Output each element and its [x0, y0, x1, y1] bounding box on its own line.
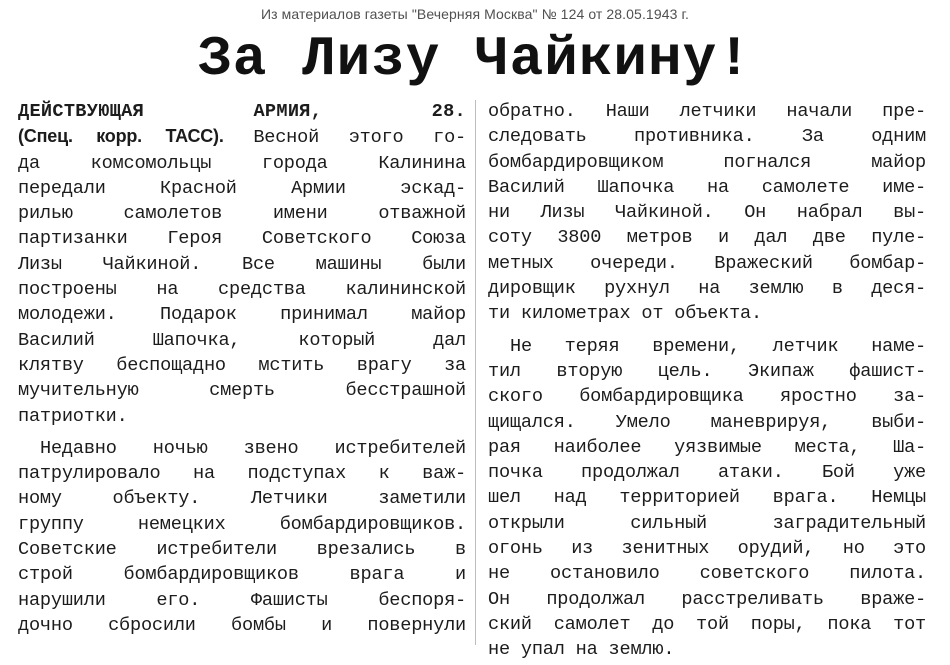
text-line: дочно сбросили бомбы и повернули [18, 614, 466, 636]
text-line: группу немецких бомбардировщиков. [18, 513, 466, 535]
text-line [18, 124, 466, 150]
text-line: ского бомбардировщика яростно за- [488, 386, 926, 408]
paragraph [488, 334, 926, 663]
text-line: клятву беспощадно мстить врагу за [18, 354, 466, 376]
text-line: следовать противника. За одним [488, 126, 926, 148]
text-line: шел над территорией врага. Немцы [488, 487, 926, 509]
text-line: нарушили его. Фашисты беспоря- [18, 589, 466, 611]
text-line: партизанки Героя Советского Союза [18, 228, 466, 250]
paragraph [18, 436, 466, 638]
text-line: бомбардировщиком погнался майор [488, 151, 926, 173]
text-line: молодежи. Подарок принимал майор [18, 304, 466, 326]
text-line: обратно. Наши летчики начали пре- [488, 101, 926, 122]
text-line: дировщик рухнул на землю в деся- [488, 278, 926, 300]
text-line: Советские истребители врезались в [18, 539, 466, 561]
source-caption: Из материалов газеты "Вечерняя Москва" № 124 от 28.05.1943 г. [261, 6, 689, 22]
text-line: построены на средства калининской [18, 279, 466, 301]
article-column-left [18, 99, 466, 638]
text-line: рилью самолетов имени отважной [18, 203, 466, 225]
text-line: метных очереди. Вражеский бомбар- [488, 252, 926, 274]
text-line: да комсомольцы города Калинина [18, 152, 466, 174]
text-line: ти километрах от объекта. [488, 303, 762, 325]
byline: (Спец. корр. ТАСС). [18, 126, 224, 147]
text-line: мучительную смерть бесстрашной [18, 380, 466, 402]
text-line: тил вторую цель. Экипаж фашист- [488, 360, 926, 382]
text-line: открыли сильный заградительный [488, 512, 926, 534]
text-line: почка продолжал атаки. Бой уже [488, 462, 926, 484]
headline: За Лизу Чайкину! [198, 27, 752, 91]
text-line: ному объекту. Летчики заметили [18, 488, 466, 510]
text-line: Василий Шапочка, который дал [18, 329, 466, 351]
text-line-rest: Весной этого го- [253, 127, 466, 149]
text-line: рая наиболее уязвимые места, Ша- [488, 436, 926, 458]
text-line: ский самолет до той поры, пока тот [488, 613, 926, 635]
text-line: Лизы Чайкиной. Все машины были [18, 253, 466, 275]
text-line: Василий Шапочка на самолете име- [488, 176, 926, 198]
text-line: щищался. Умело маневрируя, выби- [488, 411, 926, 433]
text-line: не остановило советского пилота. [488, 563, 926, 585]
text-line: не упал на землю. [488, 639, 675, 661]
paragraph [488, 99, 926, 327]
dateline-day: 28. [431, 101, 466, 122]
text-line: патриотки. [18, 405, 128, 427]
dateline-place: ДЕЙСТВУЮЩАЯ АРМИЯ, [18, 101, 323, 122]
text-line: Не теряя времени, летчик наме- [510, 335, 926, 357]
text-line: патрулировало на подступах к важ- [18, 463, 466, 485]
paragraph [18, 99, 466, 429]
text-line: передали Красной Армии эскад- [18, 177, 466, 199]
text-line: соту 3800 метров и дал две пуле- [488, 227, 926, 249]
text-line: строй бомбардировщиков врага и [18, 564, 466, 586]
text-line: Он продолжал расстреливать враже- [488, 588, 926, 610]
dateline [18, 99, 466, 124]
text-line: Недавно ночью звено истребителей [40, 437, 466, 459]
article-column-right [488, 99, 926, 663]
column-divider [475, 100, 476, 645]
text-line: огонь из зенитных орудий, но это [488, 538, 926, 560]
text-line: ни Лизы Чайкиной. Он набрал вы- [488, 202, 926, 224]
